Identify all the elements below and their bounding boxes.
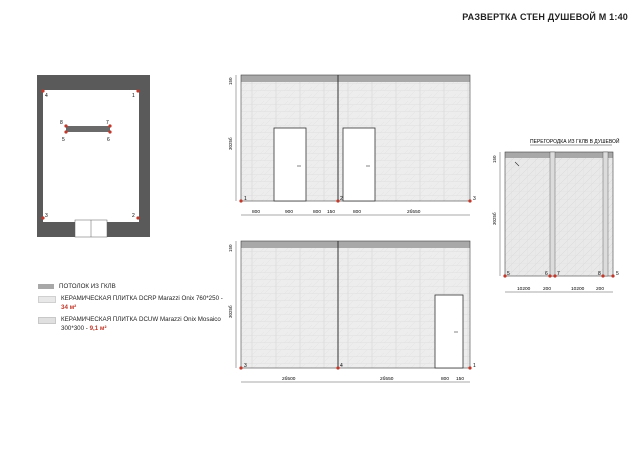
wall-height-label: 3025б: [492, 212, 497, 225]
floor-plan: [37, 75, 150, 237]
plan-point-label: 4: [45, 93, 48, 99]
elev-point-label: 5: [507, 271, 510, 277]
elev-point-label: 8: [598, 271, 601, 277]
plan-point-label: 6: [107, 137, 110, 143]
elev-point-label: 2: [340, 196, 343, 202]
partition-caption: ПЕРЕГОРОДКА ИЗ ГКЛВ В ДУШЕВОЙ: [530, 139, 620, 145]
legend-item-tile-dcrp: [38, 294, 228, 312]
legend-swatch: [38, 284, 54, 289]
elev-point-marker: [548, 274, 551, 277]
page-title: РАЗВЕРТКА СТЕН ДУШЕВОЙ М 1:40: [462, 12, 628, 22]
dim-label: 150: [327, 210, 336, 215]
plan-point-label: 3: [45, 213, 48, 219]
legend-item-ceiling: [38, 282, 228, 291]
dim-label: 800: [252, 210, 261, 215]
ceiling-height-label: 150: [228, 77, 233, 85]
plan-point-label: 7: [106, 120, 109, 126]
elevation-top: [228, 75, 476, 215]
legend-swatch: [38, 317, 56, 324]
legend-label: КЕРАМИЧЕСКАЯ ПЛИТКА DCRP Marazzi Onix 760*250 -: [61, 295, 223, 302]
elevation-partition: [492, 137, 620, 292]
elev-point-marker: [239, 366, 242, 369]
door: [435, 295, 463, 368]
plan-point-label: 8: [60, 120, 63, 126]
wall-height-label: 3025б: [228, 137, 233, 150]
elev-point-marker: [601, 274, 604, 277]
legend-area: 34 м²: [61, 304, 77, 311]
elev-point-label: 1: [473, 363, 476, 369]
legend-swatch: [38, 296, 56, 303]
plan-point-label: 2: [132, 213, 135, 219]
elev-point-label: 3: [244, 363, 247, 369]
elev-point-label: 4: [340, 363, 343, 369]
elev-point-label: 3: [473, 196, 476, 202]
elev-point-marker: [611, 274, 614, 277]
elev-point-marker: [468, 199, 471, 202]
dim-label: 800: [353, 210, 362, 215]
dim-label: 800: [313, 210, 322, 215]
plan-point-marker: [108, 130, 111, 133]
elev-point-label: 1: [244, 196, 247, 202]
legend-item-tile-dcuw: [38, 315, 228, 333]
plan-point-marker: [64, 124, 67, 127]
elev-point-label: 6: [545, 271, 548, 277]
elevation-bottom: [228, 241, 476, 382]
dim-label: 10200: [571, 287, 585, 292]
legend-label: КЕРАМИЧЕСКАЯ ПЛИТКА DCUW Marazzi Onix Mosaico 300*300 -: [61, 316, 221, 332]
plan-point-marker: [136, 216, 139, 219]
legend: [38, 282, 228, 336]
legend-area: 9,1 м²: [89, 325, 107, 332]
elev-point-marker: [468, 366, 471, 369]
dim-label: 2б550: [407, 210, 421, 215]
dim-label: 150: [456, 377, 465, 382]
dim-label: 900: [285, 210, 294, 215]
ceiling-height-label: 150: [492, 155, 497, 163]
legend-label: ПОТОЛОК ИЗ ГКЛВ: [59, 283, 116, 290]
dim-label: 200: [543, 287, 552, 292]
elev-point-label: 5: [616, 271, 619, 277]
door: [343, 128, 375, 201]
plan-point-marker: [108, 124, 111, 127]
plan-point-marker: [136, 89, 139, 92]
door: [274, 128, 306, 201]
plan-point-label: 1: [132, 93, 135, 99]
ceiling-height-label: 150: [228, 244, 233, 252]
plan-point-label: 5: [62, 137, 65, 143]
elev-point-marker: [239, 199, 242, 202]
dim-label: 2б500: [282, 377, 296, 382]
dim-label: 2б550: [380, 377, 394, 382]
wall-height-label: 3025б: [228, 305, 233, 318]
dim-label: 10200: [517, 287, 531, 292]
plan-point-marker: [64, 130, 67, 133]
dim-label: 800: [441, 377, 450, 382]
dim-label: 200: [596, 287, 605, 292]
elev-point-label: 7: [557, 271, 560, 277]
